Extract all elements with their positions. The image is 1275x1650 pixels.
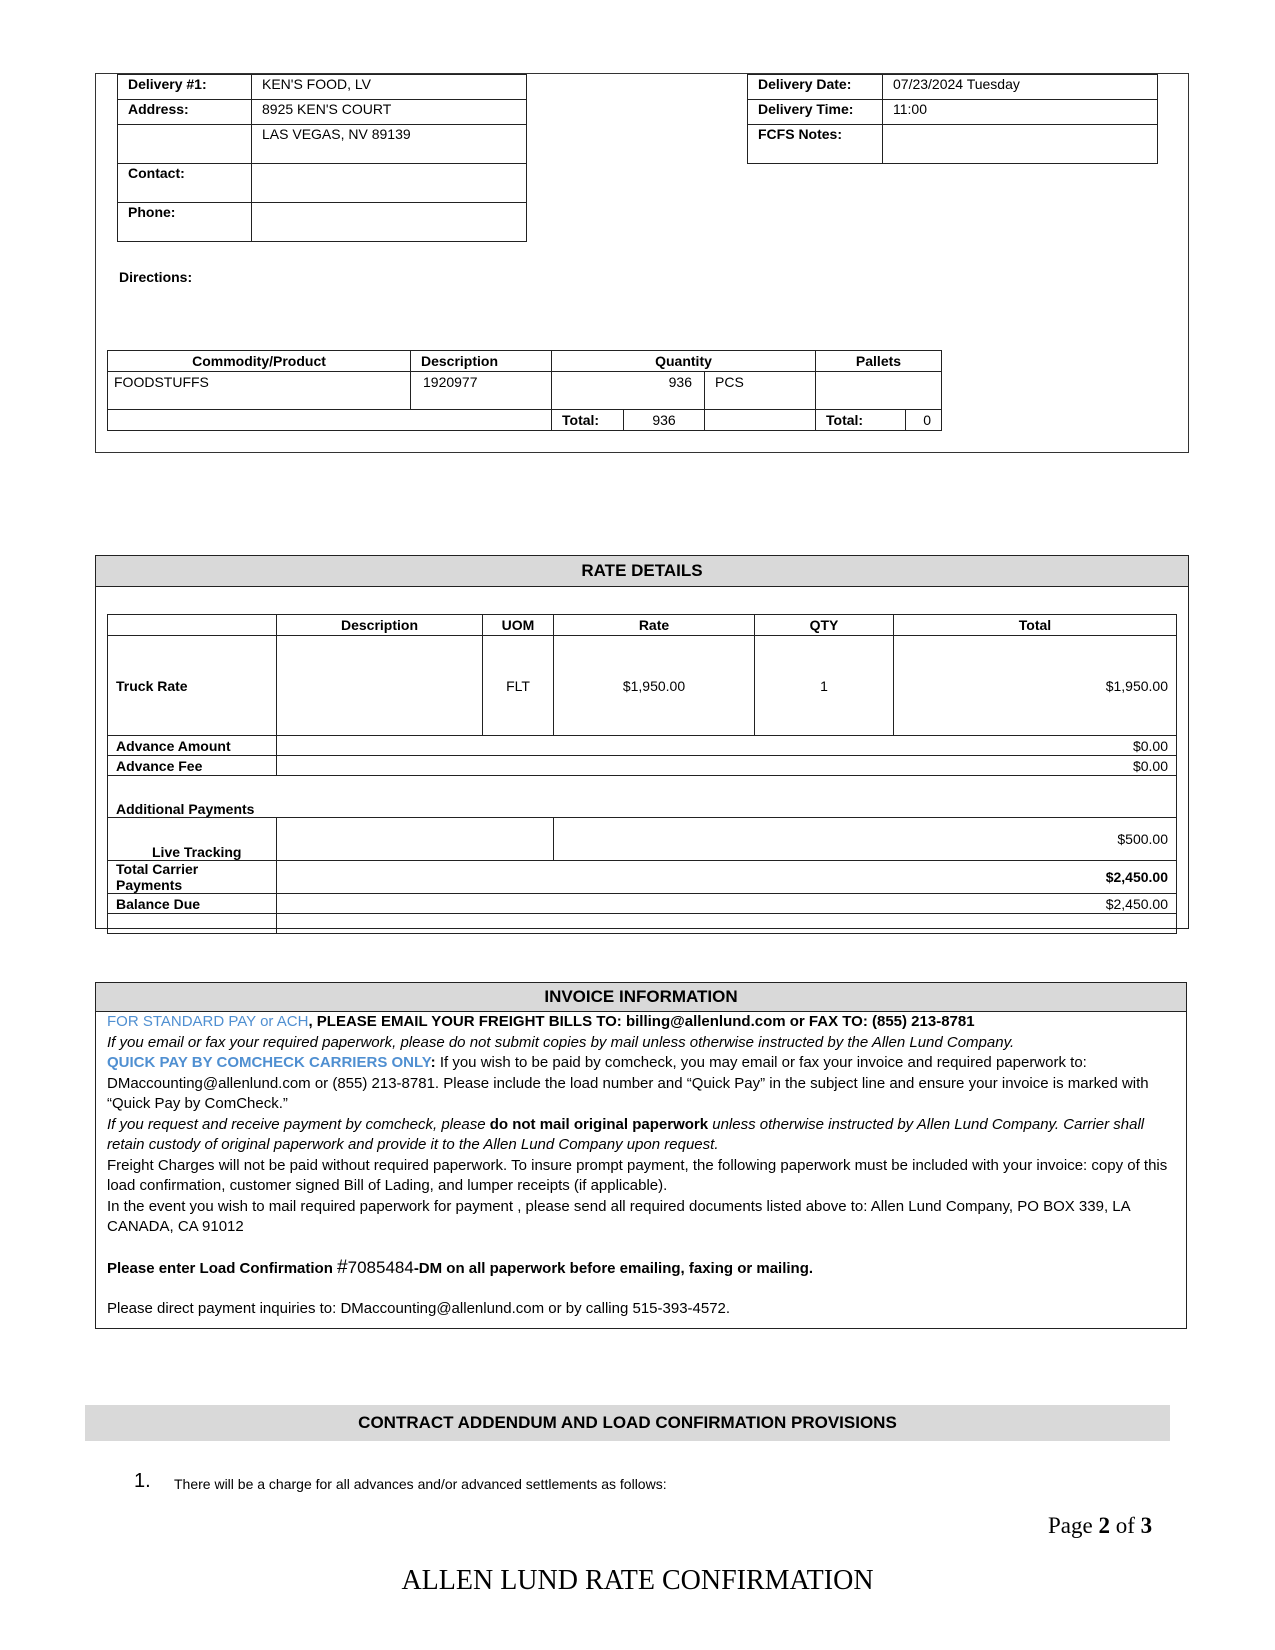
live-tracking-value: $500.00 — [554, 818, 1177, 861]
commodity-table — [107, 350, 942, 431]
no-copies-note: If you email or fax your required paperwork, please do not submit copies by mail unless otherwise instructed by the Allen Lund Company. — [107, 1033, 1015, 1051]
commodity-pallets — [816, 372, 942, 410]
rate-empty-wide-cell — [277, 914, 1177, 934]
additional-payments-label: Additional Payments — [108, 776, 1177, 818]
advance-fee-value: $0.00 — [277, 756, 1177, 776]
commodity-header-product: Commodity/Product — [108, 351, 411, 372]
standard-pay-lead: FOR STANDARD PAY or ACH — [107, 1013, 309, 1030]
address-line1: 8925 KEN'S COURT — [252, 100, 527, 125]
delivery-info-table — [117, 74, 527, 242]
delivery-date-label: Delivery Date: — [748, 75, 883, 100]
mail-paperwork-paragraph: In the event you wish to mail required paperwork for payment , please send all required documents listed above to: Allen Lund Company, PO BOX 339, LA CANADA, CA 91012 — [107, 1197, 1130, 1235]
document-footer-title: ALLEN LUND RATE CONFIRMATION — [401, 1565, 874, 1596]
load-conf-a: Please enter Load Confirmation — [107, 1259, 338, 1277]
total-carrier-value: $2,450.00 — [277, 861, 1177, 894]
qty-total-blank — [705, 410, 816, 431]
address-label: Address: — [118, 100, 252, 125]
comcheck-b: do not mail original paperwork — [489, 1115, 709, 1133]
freight-charges-paragraph: Freight Charges will not be paid without required paperwork. To insure prompt payment, the following paperwork must be included with your invoice: copy of this load confirmation, customer signed Bill of Lading, and lumper receipts (if applicable). — [107, 1156, 1168, 1194]
balance-due-value: $2,450.00 — [277, 894, 1177, 914]
load-confirmation-line — [107, 1258, 1177, 1280]
delivery-time-value: 11:00 — [883, 100, 1158, 125]
commodity-qty: 936 — [552, 372, 705, 410]
advance-amount-value: $0.00 — [277, 736, 1177, 756]
page-number — [1048, 1513, 1152, 1539]
directions-label: Directions: — [119, 269, 193, 285]
truck-rate-rate: $1,950.00 — [554, 636, 755, 736]
truck-rate-row — [108, 636, 1177, 736]
comcheck-c: unless otherwise instructed by Allen Lund Company. Carrier shall retain custody of original paperwork and provide it to the Allen Lund Company upon request. — [107, 1115, 1145, 1153]
load-conf-b: -DM on all paperwork before emailing, faxing or mailing. — [413, 1259, 814, 1277]
truck-rate-qty: 1 — [755, 636, 894, 736]
commodity-header-description: Description — [411, 351, 552, 372]
quick-pay-paragraph — [107, 1053, 1177, 1115]
contact-value — [252, 164, 527, 203]
rate-header-description: Description — [277, 615, 483, 636]
rate-details-title: RATE DETAILS — [96, 556, 1188, 587]
pallets-total-label: Total: — [816, 410, 906, 431]
address-line2: LAS VEGAS, NV 89139 — [252, 125, 527, 164]
balance-due-label: Balance Due — [108, 894, 277, 914]
quick-pay-colon: : — [430, 1054, 436, 1071]
page-total: 3 — [1140, 1513, 1153, 1538]
rate-header-qty: QTY — [755, 615, 894, 636]
commodity-header-quantity: Quantity — [552, 351, 816, 372]
page-of: of — [1109, 1513, 1141, 1538]
comcheck-paragraph — [107, 1115, 1177, 1156]
fcfs-notes-label: FCFS Notes: — [748, 125, 883, 164]
truck-rate-label: Truck Rate — [108, 636, 277, 736]
fcfs-notes-value — [883, 125, 1158, 164]
phone-value — [252, 203, 527, 242]
commodity-description: 1920977 — [411, 372, 552, 410]
advance-fee-label: Advance Fee — [108, 756, 277, 776]
address-blank — [118, 125, 252, 164]
invoice-title: INVOICE INFORMATION — [96, 983, 1186, 1012]
phone-label: Phone: — [118, 203, 252, 242]
rate-empty-cell — [108, 914, 277, 934]
commodity-unit: PCS — [705, 372, 816, 410]
truck-rate-total: $1,950.00 — [894, 636, 1177, 736]
pallets-total-value: 0 — [906, 410, 942, 431]
qty-total-value: 936 — [624, 410, 705, 431]
quick-pay-rest: If you wish to be paid by comcheck, you may email or fax your invoice and required paperwork to: DMaccounting@allenlund.com or (855) 213-8781. Please include the load number and “Quick Pay” in the subject line and ensure your invoice is marked with “Quick Pay by ComCheck.” — [107, 1054, 1149, 1112]
delivery-schedule-table — [747, 74, 1158, 164]
delivery-name: KEN'S FOOD, LV — [252, 75, 527, 100]
delivery-date-value: 07/23/2024 Tuesday — [883, 75, 1158, 100]
commodity-row — [108, 372, 942, 410]
load-conf-hash: # — [337, 1256, 348, 1278]
rate-header-uom: UOM — [483, 615, 554, 636]
truck-rate-description — [277, 636, 483, 736]
comcheck-a: If you request and receive payment by comcheck, please — [107, 1115, 490, 1133]
delivery-label: Delivery #1: — [118, 75, 252, 100]
rate-header-blank — [108, 615, 277, 636]
quick-pay-lead: QUICK PAY BY COMCHECK CARRIERS ONLY — [107, 1054, 431, 1071]
provision-item — [134, 1470, 667, 1493]
truck-rate-uom: FLT — [483, 636, 554, 736]
rate-details-table — [107, 614, 1177, 934]
live-tracking-label: Live Tracking — [108, 818, 277, 861]
provision-number: 1. — [134, 1470, 151, 1492]
commodity-header-pallets: Pallets — [816, 351, 942, 372]
payment-inquiries-line: Please direct payment inquiries to: DMaccounting@allenlund.com or by calling 515-393-4572. — [107, 1300, 731, 1317]
contract-addendum-title: CONTRACT ADDENDUM AND LOAD CONFIRMATION PROVISIONS — [85, 1405, 1170, 1441]
total-carrier-label: Total Carrier Payments — [108, 861, 277, 894]
delivery-time-label: Delivery Time: — [748, 100, 883, 125]
rate-header-rate: Rate — [554, 615, 755, 636]
contact-label: Contact: — [118, 164, 252, 203]
live-tracking-blank — [277, 818, 554, 861]
commodity-product: FOODSTUFFS — [108, 372, 411, 410]
rate-header-total: Total — [894, 615, 1177, 636]
load-conf-number: 7085484 — [347, 1257, 414, 1277]
provision-text: There will be a charge for all advances and/or advanced settlements as follows: — [174, 1476, 667, 1492]
standard-pay-line — [107, 1012, 1177, 1033]
qty-total-label: Total: — [552, 410, 624, 431]
invoice-body — [107, 1012, 1177, 1320]
advance-amount-label: Advance Amount — [108, 736, 277, 756]
commodity-total-blank — [108, 410, 552, 431]
page-word: Page — [1048, 1513, 1099, 1538]
standard-pay-rest: , PLEASE EMAIL YOUR FREIGHT BILLS TO: billing@allenlund.com or FAX TO: (855) 213-8781 — [308, 1013, 975, 1030]
page-current: 2 — [1098, 1513, 1110, 1538]
